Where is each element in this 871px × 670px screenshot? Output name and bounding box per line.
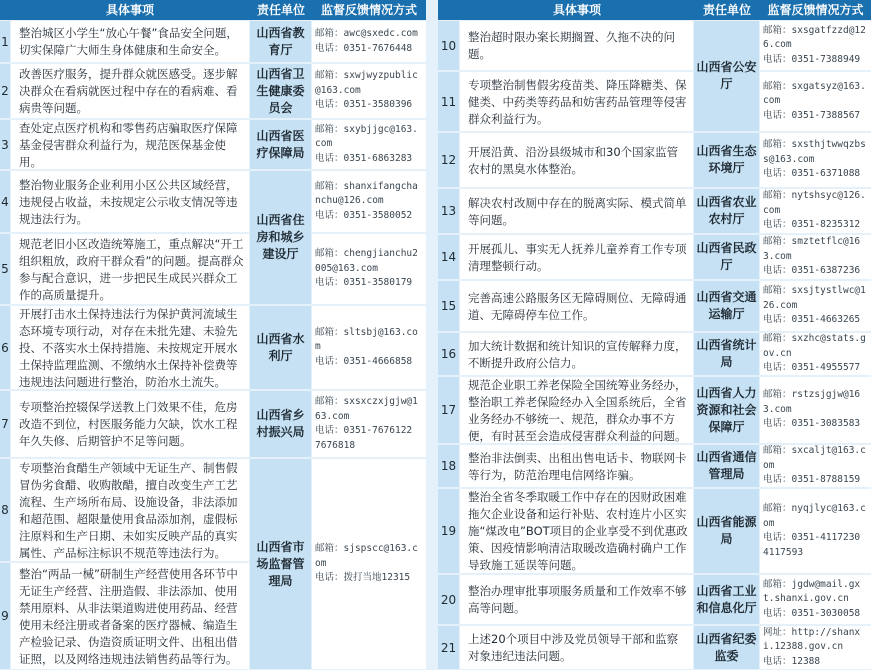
table-row [438, 376, 871, 444]
table-row [0, 170, 426, 233]
responsible-unit: 山西省水利厅 [250, 306, 311, 389]
table-row [0, 390, 426, 458]
email-text: 邮箱：sxgatsyz@163.com [763, 80, 866, 107]
email-text: 邮箱：nyqjlyc@163.com [763, 503, 866, 529]
phone-text: 电话：0351-4955577 [763, 362, 861, 374]
email-text: 邮箱：nytshsyc@126.com [763, 190, 866, 216]
email-text: 邮箱：shanxifangchanchu@126.com [315, 180, 418, 207]
contact-info [760, 626, 871, 669]
row-number: 1 [0, 21, 10, 62]
email-text: 邮箱：sxybjjgc@163.com [315, 123, 418, 150]
row-number: 13 [438, 189, 459, 233]
item-text: 整治物业服务企业利用小区公共区域经营，违规侵占收益，未按规定公示收支情况等违规违法行为。 [11, 171, 249, 232]
table-row [438, 71, 871, 132]
table-row [438, 20, 871, 71]
table-row [438, 574, 871, 625]
contact-info [760, 333, 871, 375]
header-contact: 监督反馈情况方式 [320, 3, 417, 17]
row-number: 2 [0, 64, 10, 118]
row-number: 5 [0, 234, 10, 304]
table-row [438, 488, 871, 574]
item-text: 改善医疗服务，提升群众就医感受。逐步解决群众在看病就医过程中存在的看病难、看病贵等问题。 [11, 64, 249, 118]
email-text: 邮箱：sxsgatfzzd@126.com [763, 24, 866, 51]
row-number: 6 [0, 306, 10, 389]
table-row [0, 20, 426, 63]
responsible-unit: 山西省住房和城乡建设厅 [250, 171, 311, 304]
email-text: 邮箱：chengjianchu2005@163.com [315, 248, 418, 274]
contact-info [312, 459, 426, 669]
row-number: 10 [438, 21, 459, 70]
left-table [0, 0, 426, 670]
item-text: 开展沿黄、沿汾县级城市和30个国家监管农村的黑臭水体整治。 [460, 133, 693, 187]
table-row [0, 233, 426, 305]
contact-info [760, 189, 871, 233]
responsible-unit: 山西省工业和信息化厅 [694, 575, 759, 624]
phone-text: 电话：0351-3580179 [315, 277, 413, 289]
contact-info [760, 575, 871, 624]
header-unit: 责任单位 [702, 3, 751, 17]
responsible-unit: 山西省市场监督管理局 [250, 459, 311, 669]
contact-info [760, 281, 871, 331]
item-text: 整治全省冬季取暖工作中存在的因财政困难拖欠企业设备和运行补贴、农村连片小区实施“煤改电”BOT项目的企业享受不到优惠政策、因疫情影响清洁取暖改造确村确户工作导致施工延误等问题。 [460, 489, 693, 573]
item-text: 整治城区小学生“放心午餐”食品安全问题，切实保障广大师生身体健康和生命安全。 [11, 21, 249, 62]
phone-text: 电话：0351-7676122 7676818 [315, 425, 418, 451]
responsible-unit: 山西省教育厅 [250, 21, 311, 62]
right-table-header [438, 0, 871, 20]
email-text: 邮箱：sltsbj@163.com [315, 326, 418, 353]
row-number: 9 [0, 563, 10, 669]
row-number: 11 [438, 72, 459, 131]
table-row [438, 234, 871, 280]
email-text: 邮箱：sxwjwyzpublic@163.com [315, 70, 418, 96]
item-text: 专项整治控辍保学送教上门效果不佳，危房改造不到位，村医服务能力欠缺，饮水工程年久失修、后期管护不足等问题。 [11, 391, 249, 457]
contact-info [760, 72, 871, 131]
email-text: 邮箱：sjspscc@163.com [315, 543, 418, 569]
table-row [0, 119, 426, 170]
header-unit: 责任单位 [256, 3, 305, 17]
email-text: 邮箱：rstzsjgjw@163.com [763, 389, 861, 415]
header-contact: 监督反馈情况方式 [767, 3, 864, 17]
row-number: 3 [0, 120, 10, 169]
phone-text: 电话：0351-8788159 [763, 474, 861, 486]
email-text: 邮箱：sxsjtystlwc@126.com [763, 285, 866, 311]
table-row [0, 305, 426, 390]
item-text: 上述20个项目中涉及党员领导干部和监察对象违纪违法问题。 [460, 626, 693, 669]
table-row [438, 188, 871, 234]
email-text: 邮箱：jgdw@mail.gxt.shanxi.gov.cn [763, 578, 861, 605]
phone-text: 电话：0351-8235312 [763, 219, 861, 231]
responsible-unit: 山西省卫生健康委员会 [250, 64, 311, 118]
email-text: 邮箱：sxzhc@stats.gov.cn [763, 333, 866, 359]
contact-info [760, 445, 871, 487]
row-number: 20 [438, 575, 459, 624]
row-number: 14 [438, 235, 459, 279]
responsible-unit: 山西省乡村振兴局 [250, 391, 311, 457]
phone-text: 电话：0351-3083583 [763, 418, 861, 430]
contact-info [312, 306, 426, 389]
phone-text: 电话：0351-4663265 [763, 314, 861, 326]
row-number: 21 [438, 626, 459, 669]
table-row [438, 132, 871, 188]
contact-info [312, 64, 426, 118]
phone-text: 电话：拨打当地12315 [315, 572, 411, 584]
phone-text: 电话：12388 [763, 655, 821, 667]
header-item: 具体事项 [105, 3, 154, 17]
phone-text: 电话：0351-4666858 [315, 355, 413, 367]
email-text: 邮箱：sxcaljt@163.com [763, 445, 866, 471]
email-text: 邮箱：sxsthjtwwqzbss@163.com [763, 139, 866, 165]
contact-info [760, 377, 871, 443]
item-text: 规范企业职工养老保险全国统筹业务经办，整治职工养老保险经办入全国系统后，全省业务经办不够统一、规范，群众办事不方便，有时甚至会造成侵害群众利益的问题。 [460, 377, 693, 443]
phone-text: 电话：0351-7388567 [763, 109, 861, 121]
responsible-unit: 山西省民政厅 [694, 235, 759, 279]
email-text: 邮箱：sxsxczxjgjw@163.com [315, 396, 418, 422]
contact-info [312, 391, 426, 457]
shared-unit-cell [250, 170, 311, 305]
item-text: 加大统计数据和统计知识的宣传解释力度，不断提升政府公信力。 [460, 333, 693, 375]
phone-text: 电话：0351-7388949 [763, 53, 861, 65]
row-number: 4 [0, 171, 10, 232]
responsible-unit: 山西省农业农村厅 [694, 189, 759, 233]
contact-info [760, 21, 871, 70]
responsible-unit: 山西省统计局 [694, 333, 759, 375]
phone-text: 电话：0351-6863283 [315, 152, 413, 164]
table-row [438, 280, 871, 332]
item-text: 专项整治食醋生产领域中无证生产、制售假冒伪劣食醋、收购散醋，擅自改变生产工艺流程、生产场所布局、设施设备，非法添加和超范围、超限量使用食品添加剂，虚假标注原料和生产日期、未如实反映产品的真实属性、产品标注标识不规范等违法行为。 [11, 459, 249, 561]
phone-text: 电话：0351-7676448 [315, 42, 413, 54]
row-number: 7 [0, 391, 10, 457]
item-text: 开展打击水土保持违法行为保护黄河流域生态环境专项行动，对存在未批先建、未验先投、不落实水土保持措施、未按规定开展水土保持监理监测、不缴纳水土保持补偿费等违规违法问题进行整治，防治水土流失。 [11, 306, 249, 389]
table-row [438, 444, 871, 488]
left-table-header [0, 0, 426, 20]
row-number: 19 [438, 489, 459, 573]
responsible-unit: 山西省通信管理局 [694, 445, 759, 487]
email-text: 邮箱：awc@sxedc.com [315, 28, 418, 39]
phone-text: 电话：0351-3580396 [315, 99, 413, 111]
contact-info [312, 171, 426, 232]
table-row [438, 332, 871, 376]
responsible-unit: 山西省纪委监委 [694, 626, 759, 669]
item-text: 整治超时限办案长期搁置、久拖不决的问题。 [460, 21, 693, 70]
responsible-unit: 山西省人力资源和社会保障厅 [694, 377, 759, 443]
phone-text: 电话：0351-6387236 [763, 265, 861, 277]
contact-info [760, 235, 871, 279]
contact-info [760, 133, 871, 187]
table-row [438, 625, 871, 670]
phone-text: 电话：0351-3580052 [315, 209, 413, 221]
item-text: 规范老旧小区改造统筹施工，重点解决“开工组织粗放，政府干群众看”的问题。提高群众参与配合意识，进一步把民生成民兴群众工作的高质量提升。 [11, 234, 249, 304]
responsible-unit: 山西省能源局 [694, 489, 759, 573]
responsible-unit: 山西省医疗保障局 [250, 120, 311, 169]
item-text: 整治非法倒卖、出租出售电话卡、物联网卡等行为，防范治理电信网络诈骗。 [460, 445, 693, 487]
item-text: 专项整治制售假劣疫苗类、降压降糖类、保健类、中药类等药品和妨害药品管理等侵害群众利益行为。 [460, 72, 693, 131]
right-table [438, 0, 871, 670]
contact-info [312, 120, 426, 169]
shared-market-cell [250, 458, 426, 670]
header-item: 具体事项 [552, 3, 601, 17]
row-number: 17 [438, 377, 459, 443]
phone-text: 电话：0351-6371088 [763, 168, 861, 180]
item-text: 整治办理审批事项服务质量和工作效率不够高等问题。 [460, 575, 693, 624]
row-number: 15 [438, 281, 459, 331]
row-number: 16 [438, 333, 459, 375]
phone-text: 电话：0351-4117230 4117593 [763, 532, 866, 558]
row-number: 12 [438, 133, 459, 187]
row-number: 8 [0, 459, 10, 561]
item-text: 解决农村改厕中存在的脱离实际、模式简单等问题。 [460, 189, 693, 233]
row-number: 18 [438, 445, 459, 487]
contact-info [312, 234, 426, 304]
website-text: 网址：http://shanxi.12388.gov.cn [763, 626, 861, 653]
table-row [0, 63, 426, 119]
item-text: 完善高速公路服务区无障碍厕位、无障碍通道、无障碍停车位工作。 [460, 281, 693, 331]
responsible-unit: 山西省生态环境厅 [694, 133, 759, 187]
responsible-unit: 山西省公安厅 [694, 21, 759, 131]
contact-info [312, 21, 426, 62]
responsible-unit: 山西省交通运输厅 [694, 281, 759, 331]
email-text: 邮箱：smztetflc@163.com [763, 236, 861, 262]
item-text: 整治“两品一械”研制生产经营使用各环节中无证生产经营、注册造假、非法添加、使用禁用原料、从非法渠道购进使用药品、经营使用未经注册或者备案的医疗器械、编造生产检验记录、伪造资质证明文件、出租出借证照，以及网络违规违法销售药品等行为。 [11, 563, 249, 669]
phone-text: 电话：0351-3030058 [763, 607, 861, 619]
item-text: 开展孤儿、事实无人抚养儿童养育工作专项清理整顿行动。 [460, 235, 693, 279]
shared-police-cell [694, 20, 759, 132]
item-text: 查处定点医疗机构和零售药店骗取医疗保障基金侵害群众利益行为，规范医保基金使用。 [11, 120, 249, 169]
contact-info [760, 489, 871, 573]
